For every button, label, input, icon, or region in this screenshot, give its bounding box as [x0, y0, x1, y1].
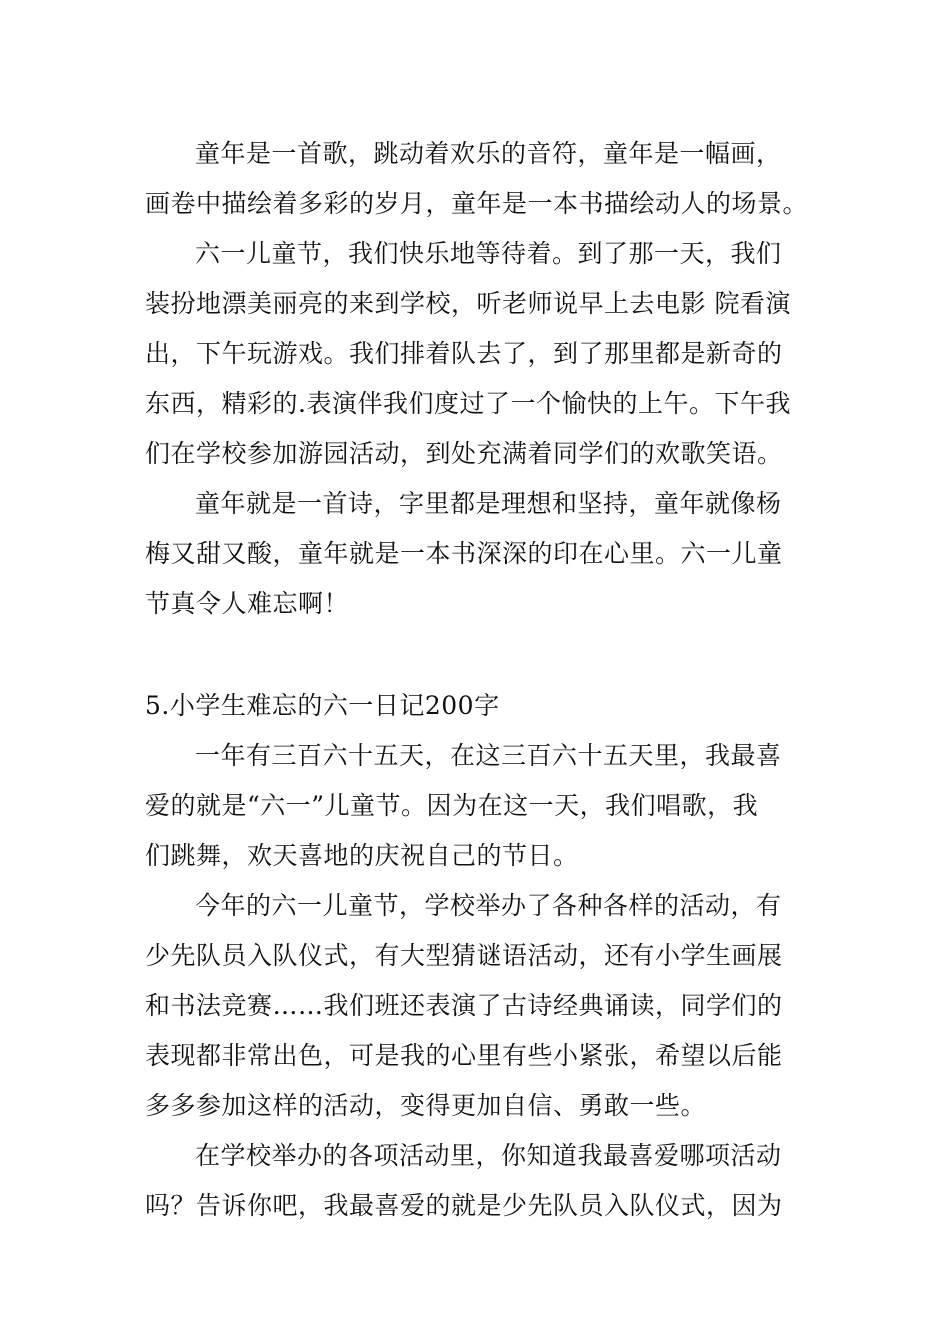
paragraph: 今年的六一儿童节，学校举办了各种各样的活动，有 少先队员入队仪式，有大型猜谜语活动，还有小学生画展 和书法竞赛……我们班还表演了古诗经典诵读，同学们的 表现都非常出色，可是我的心里有些小紧张，希望以后能 多多参加这样的活动，变得更加自信、勇敢一些。 — [145, 891, 783, 1120]
paragraph: 在学校举办的各项活动里，你知道我最喜爱哪项活动 吗？告诉你吧，我最喜爱的就是少先队员入队仪式，因为 — [145, 1141, 783, 1220]
paragraph: 童年就是一首诗，字里都是理想和坚持，童年就像杨 梅又甜又酸，童年就是一本书深深的印在心里。六一儿童 节真令人难忘啊！ — [145, 489, 783, 618]
paragraph: 一年有三百六十五天，在这三百六十五天里，我最喜 爱的就是“六一”儿童节。因为在这一天，我们唱歌，我 们跳舞，欢天喜地的庆祝自己的节日。 — [145, 741, 782, 870]
paragraph: 六一儿童节，我们快乐地等待着。到了那一天，我们 装扮地漂美丽亮的来到学校，听老师说早上去电影 院看演 出，下午玩游戏。我们排着队去了，到了那里都是新奇的 东西，精彩的.表演伴我们度过了一个愉快的上午。下午我 们在学校参加游园活动，到处充满着同学们的欢歌笑语。 — [145, 239, 791, 468]
article-part-1 — [145, 129, 810, 629]
section-title: 5.小学生难忘的六一日记200字 — [145, 691, 500, 720]
article-part-2 — [145, 681, 810, 1231]
paragraph: 童年是一首歌，跳动着欢乐的音符，童年是一幅画， 画卷中描绘着多彩的岁月，童年是一本书描绘动人的场景。 — [145, 139, 809, 218]
